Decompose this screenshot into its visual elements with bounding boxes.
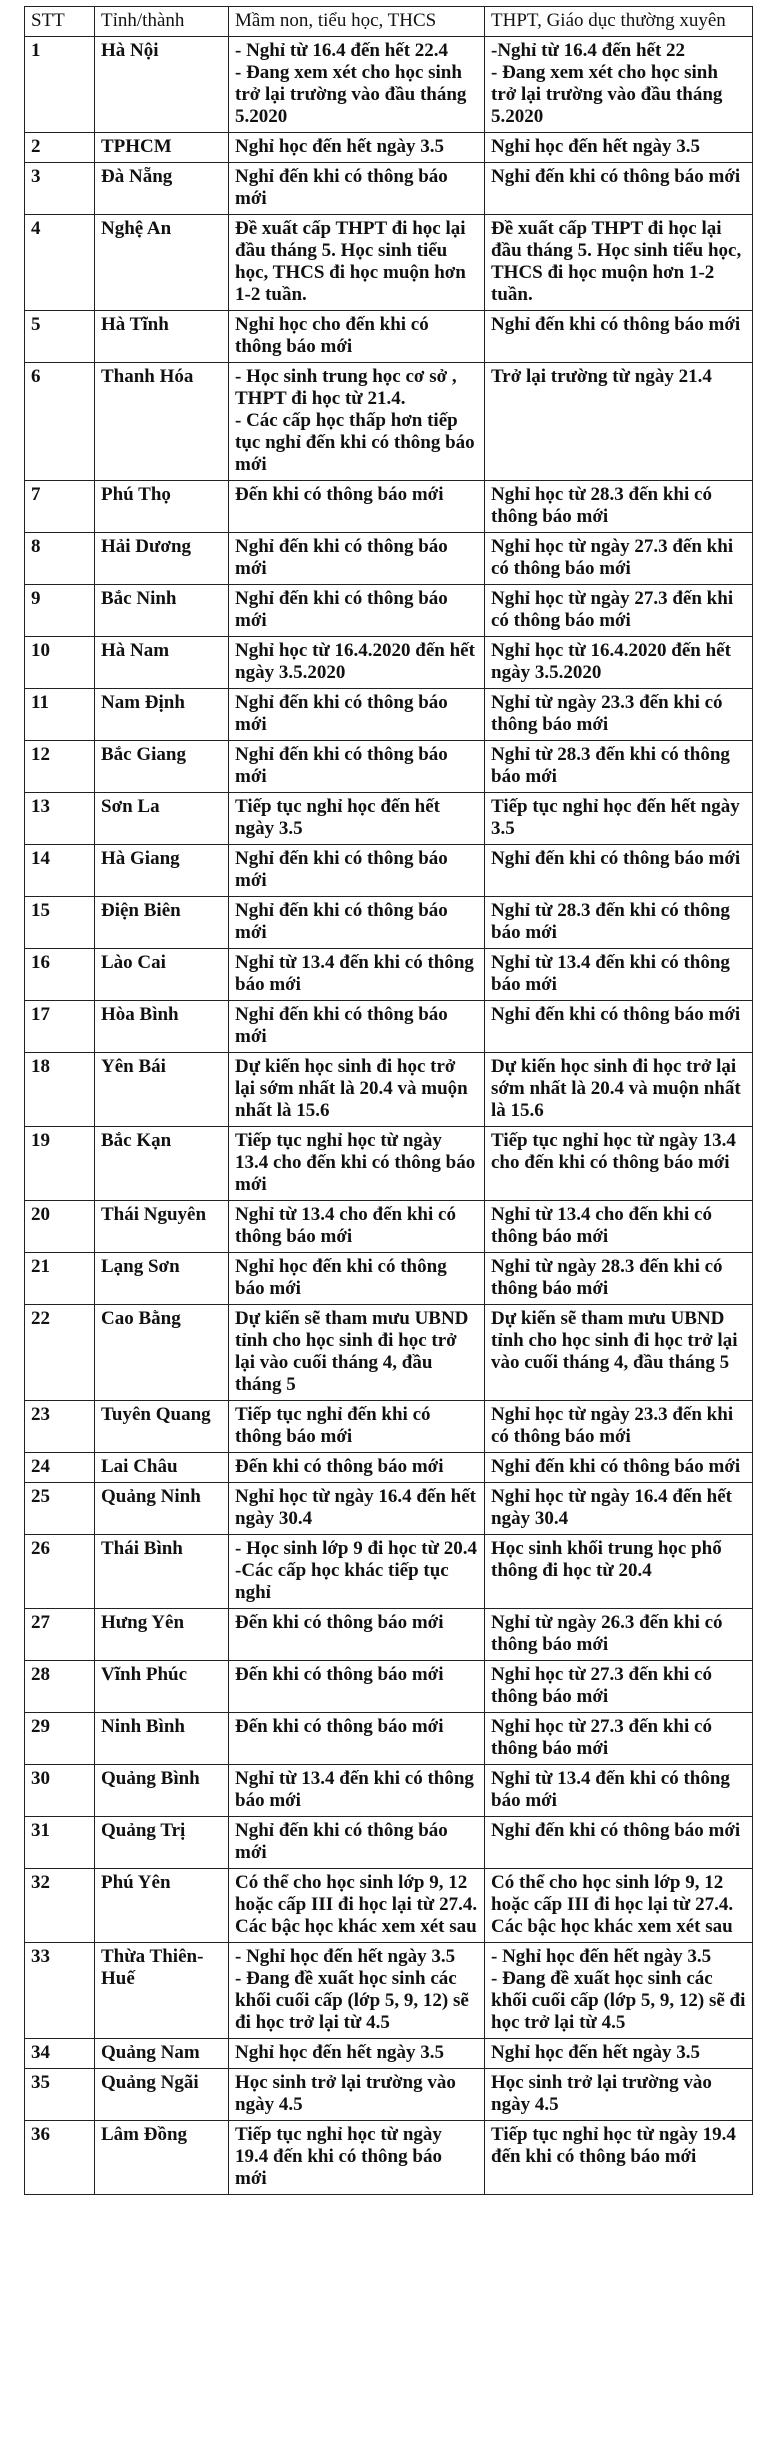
high-school-policy: Nghỉ đến khi có thông báo mới [485,311,753,363]
primary-policy: Nghỉ đến khi có thông báo mới [229,845,485,897]
high-school-policy: Nghỉ học từ 28.3 đến khi có thông báo mới [485,481,753,533]
row-number: 15 [25,897,95,949]
primary-policy: Tiếp tục nghỉ học từ ngày 13.4 cho đến khi có thông báo mới [229,1127,485,1201]
table-row [25,741,753,793]
table-row [25,689,753,741]
table-row [25,533,753,585]
table-row [25,1453,753,1483]
province-name: Lào Cai [95,949,229,1001]
province-name: Thanh Hóa [95,363,229,481]
row-number: 14 [25,845,95,897]
high-school-policy: Nghỉ học từ ngày 27.3 đến khi có thông báo mới [485,533,753,585]
primary-policy: Tiếp tục nghỉ học đến hết ngày 3.5 [229,793,485,845]
high-school-policy: Tiếp tục nghỉ học đến hết ngày 3.5 [485,793,753,845]
table-row [25,1201,753,1253]
province-name: Thừa Thiên-Huế [95,1943,229,2039]
high-school-policy: Đề xuất cấp THPT đi học lại đầu tháng 5. Học sinh tiểu học, THCS đi học muộn hơn 1-2 tuần. [485,215,753,311]
high-school-policy: Nghỉ từ 13.4 đến khi có thông báo mới [485,949,753,1001]
row-number: 2 [25,133,95,163]
table-row [25,1609,753,1661]
province-name: Sơn La [95,793,229,845]
province-name: Lạng Sơn [95,1253,229,1305]
province-name: TPHCM [95,133,229,163]
row-number: 13 [25,793,95,845]
primary-policy: Đến khi có thông báo mới [229,481,485,533]
row-number: 23 [25,1401,95,1453]
province-name: Hà Nội [95,37,229,133]
table-row [25,897,753,949]
high-school-policy: Tiếp tục nghỉ học từ ngày 19.4 đến khi có thông báo mới [485,2121,753,2195]
row-number: 28 [25,1661,95,1713]
table-row [25,637,753,689]
row-number: 6 [25,363,95,481]
row-number: 4 [25,215,95,311]
primary-policy: Có thể cho học sinh lớp 9, 12 hoặc cấp III đi học lại từ 27.4. Các bậc học khác xem xét sau [229,1869,485,1943]
province-name: Quảng Nam [95,2039,229,2069]
high-school-policy: Học sinh trở lại trường vào ngày 4.5 [485,2069,753,2121]
table-row [25,1661,753,1713]
high-school-policy: -Nghỉ từ 16.4 đến hết 22 - Đang xem xét cho học sinh trở lại trường vào đầu tháng 5.2020 [485,37,753,133]
province-name: Hà Tĩnh [95,311,229,363]
table-row [25,1127,753,1201]
province-name: Điện Biên [95,897,229,949]
province-name: Quảng Trị [95,1817,229,1869]
table-row [25,1765,753,1817]
row-number: 17 [25,1001,95,1053]
high-school-policy: Nghỉ từ ngày 23.3 đến khi có thông báo mới [485,689,753,741]
header-province: Tỉnh/thành [95,7,229,37]
high-school-policy: Nghỉ học từ 27.3 đến khi có thông báo mới [485,1661,753,1713]
high-school-policy: Nghỉ học từ ngày 16.4 đến hết ngày 30.4 [485,1483,753,1535]
table-row [25,2121,753,2195]
high-school-policy: Tiếp tục nghỉ học từ ngày 13.4 cho đến khi có thông báo mới [485,1127,753,1201]
high-school-policy: Nghỉ học từ 27.3 đến khi có thông báo mới [485,1713,753,1765]
row-number: 32 [25,1869,95,1943]
row-number: 22 [25,1305,95,1401]
primary-policy: Nghỉ từ 13.4 cho đến khi có thông báo mới [229,1201,485,1253]
row-number: 12 [25,741,95,793]
table-row [25,1869,753,1943]
row-number: 29 [25,1713,95,1765]
primary-policy: Nghỉ đến khi có thông báo mới [229,1817,485,1869]
table-row [25,1483,753,1535]
table-row [25,793,753,845]
table-row [25,363,753,481]
high-school-policy: Dự kiến học sinh đi học trở lại sớm nhất là 20.4 và muộn nhất là 15.6 [485,1053,753,1127]
row-number: 34 [25,2039,95,2069]
primary-policy: Nghỉ từ 13.4 đến khi có thông báo mới [229,1765,485,1817]
primary-policy: Đề xuất cấp THPT đi học lại đầu tháng 5. Học sinh tiểu học, THCS đi học muộn hơn 1-2 tuần. [229,215,485,311]
row-number: 35 [25,2069,95,2121]
high-school-policy: Nghỉ từ ngày 26.3 đến khi có thông báo mới [485,1609,753,1661]
province-name: Phú Yên [95,1869,229,1943]
primary-policy: - Học sinh trung học cơ sở , THPT đi học từ 21.4. - Các cấp học thấp hơn tiếp tục nghỉ đến khi có thông báo mới [229,363,485,481]
primary-policy: Học sinh trở lại trường vào ngày 4.5 [229,2069,485,2121]
row-number: 8 [25,533,95,585]
row-number: 36 [25,2121,95,2195]
high-school-policy: - Nghỉ học đến hết ngày 3.5 - Đang đề xuất học sinh các khối cuối cấp (lớp 5, 9, 12) sẽ đi học trở lại từ 4.5 [485,1943,753,2039]
row-number: 25 [25,1483,95,1535]
table-row [25,1943,753,2039]
primary-policy: Tiếp tục nghỉ học từ ngày 19.4 đến khi có thông báo mới [229,2121,485,2195]
province-name: Thái Nguyên [95,1201,229,1253]
primary-policy: Nghỉ học từ ngày 16.4 đến hết ngày 30.4 [229,1483,485,1535]
table-row [25,2069,753,2121]
primary-policy: Đến khi có thông báo mới [229,1609,485,1661]
table-row [25,1253,753,1305]
row-number: 33 [25,1943,95,2039]
high-school-policy: Nghỉ học từ 16.4.2020 đến hết ngày 3.5.2020 [485,637,753,689]
row-number: 5 [25,311,95,363]
row-number: 27 [25,1609,95,1661]
table-row [25,1713,753,1765]
province-name: Hà Giang [95,845,229,897]
high-school-policy: Nghỉ từ 13.4 cho đến khi có thông báo mới [485,1201,753,1253]
primary-policy: Tiếp tục nghỉ đến khi có thông báo mới [229,1401,485,1453]
province-name: Tuyên Quang [95,1401,229,1453]
primary-policy: Nghỉ đến khi có thông báo mới [229,1001,485,1053]
province-name: Phú Thọ [95,481,229,533]
table-row [25,481,753,533]
header-stt: STT [25,7,95,37]
high-school-policy: Nghỉ đến khi có thông báo mới [485,1001,753,1053]
primary-policy: Nghỉ học cho đến khi có thông báo mới [229,311,485,363]
primary-policy: Dự kiến học sinh đi học trở lại sớm nhất là 20.4 và muộn nhất là 15.6 [229,1053,485,1127]
primary-policy: - Nghỉ học đến hết ngày 3.5 - Đang đề xuất học sinh các khối cuối cấp (lớp 5, 9, 12) sẽ đi học trở lại từ 4.5 [229,1943,485,2039]
table-body [25,37,753,2195]
primary-policy: Nghỉ đến khi có thông báo mới [229,897,485,949]
province-name: Hải Dương [95,533,229,585]
high-school-policy: Nghỉ đến khi có thông báo mới [485,1817,753,1869]
province-name: Ninh Bình [95,1713,229,1765]
province-name: Hà Nam [95,637,229,689]
row-number: 1 [25,37,95,133]
high-school-policy: Nghỉ học đến hết ngày 3.5 [485,133,753,163]
province-name: Quảng Bình [95,1765,229,1817]
primary-policy: Đến khi có thông báo mới [229,1453,485,1483]
primary-policy: Nghỉ từ 13.4 đến khi có thông báo mới [229,949,485,1001]
province-name: Nam Định [95,689,229,741]
header-high-school: THPT, Giáo dục thường xuyên [485,7,753,37]
high-school-policy: Có thể cho học sinh lớp 9, 12 hoặc cấp III đi học lại từ 27.4. Các bậc học khác xem xét sau [485,1869,753,1943]
province-name: Nghệ An [95,215,229,311]
row-number: 20 [25,1201,95,1253]
row-number: 16 [25,949,95,1001]
table-row [25,1401,753,1453]
primary-policy: - Nghỉ từ 16.4 đến hết 22.4 - Đang xem xét cho học sinh trở lại trường vào đầu tháng 5.2020 [229,37,485,133]
primary-policy: Nghỉ học đến hết ngày 3.5 [229,2039,485,2069]
high-school-policy: Nghỉ từ 13.4 đến khi có thông báo mới [485,1765,753,1817]
table-row [25,949,753,1001]
high-school-policy: Trở lại trường từ ngày 21.4 [485,363,753,481]
primary-policy: Nghỉ học từ 16.4.2020 đến hết ngày 3.5.2020 [229,637,485,689]
province-name: Cao Bằng [95,1305,229,1401]
province-name: Bắc Kạn [95,1127,229,1201]
table-row [25,585,753,637]
table-header [25,7,753,37]
header-row [25,7,753,37]
primary-policy: - Học sinh lớp 9 đi học từ 20.4 -Các cấp học khác tiếp tục nghỉ [229,1535,485,1609]
row-number: 3 [25,163,95,215]
table-row [25,2039,753,2069]
high-school-policy: Nghỉ từ 28.3 đến khi có thông báo mới [485,897,753,949]
province-name: Đà Nẵng [95,163,229,215]
province-name: Lâm Đồng [95,2121,229,2195]
table-row [25,1817,753,1869]
row-number: 9 [25,585,95,637]
province-name: Hòa Bình [95,1001,229,1053]
primary-policy: Nghỉ đến khi có thông báo mới [229,741,485,793]
primary-policy: Đến khi có thông báo mới [229,1713,485,1765]
row-number: 7 [25,481,95,533]
high-school-policy: Nghỉ học từ ngày 23.3 đến khi có thông báo mới [485,1401,753,1453]
table-row [25,133,753,163]
table-row [25,163,753,215]
primary-policy: Nghỉ đến khi có thông báo mới [229,585,485,637]
high-school-policy: Học sinh khối trung học phổ thông đi học từ 20.4 [485,1535,753,1609]
high-school-policy: Nghỉ đến khi có thông báo mới [485,163,753,215]
province-name: Bắc Giang [95,741,229,793]
primary-policy: Nghỉ đến khi có thông báo mới [229,163,485,215]
high-school-policy: Nghỉ đến khi có thông báo mới [485,845,753,897]
table-row [25,37,753,133]
province-name: Bắc Ninh [95,585,229,637]
row-number: 26 [25,1535,95,1609]
primary-policy: Nghỉ học đến hết ngày 3.5 [229,133,485,163]
table-row [25,1053,753,1127]
row-number: 18 [25,1053,95,1127]
row-number: 24 [25,1453,95,1483]
table-row [25,311,753,363]
province-name: Quảng Ngãi [95,2069,229,2121]
primary-policy: Dự kiến sẽ tham mưu UBND tỉnh cho học sinh đi học trở lại vào cuối tháng 4, đầu tháng 5 [229,1305,485,1401]
row-number: 21 [25,1253,95,1305]
row-number: 30 [25,1765,95,1817]
province-name: Thái Bình [95,1535,229,1609]
province-name: Lai Châu [95,1453,229,1483]
row-number: 11 [25,689,95,741]
high-school-policy: Nghỉ học từ ngày 27.3 đến khi có thông báo mới [485,585,753,637]
primary-policy: Đến khi có thông báo mới [229,1661,485,1713]
province-name: Hưng Yên [95,1609,229,1661]
table-row [25,845,753,897]
primary-policy: Nghỉ đến khi có thông báo mới [229,689,485,741]
school-closure-table [24,6,753,2195]
table-row [25,1535,753,1609]
table-row [25,215,753,311]
province-name: Yên Bái [95,1053,229,1127]
row-number: 31 [25,1817,95,1869]
primary-policy: Nghỉ đến khi có thông báo mới [229,533,485,585]
high-school-policy: Nghỉ từ ngày 28.3 đến khi có thông báo mới [485,1253,753,1305]
province-name: Vĩnh Phúc [95,1661,229,1713]
primary-policy: Nghỉ học đến khi có thông báo mới [229,1253,485,1305]
high-school-policy: Nghỉ từ 28.3 đến khi có thông báo mới [485,741,753,793]
row-number: 10 [25,637,95,689]
row-number: 19 [25,1127,95,1201]
high-school-policy: Nghỉ đến khi có thông báo mới [485,1453,753,1483]
high-school-policy: Dự kiến sẽ tham mưu UBND tỉnh cho học sinh đi học trở lại vào cuối tháng 4, đầu tháng 5 [485,1305,753,1401]
header-primary: Mầm non, tiểu học, THCS [229,7,485,37]
table-row [25,1001,753,1053]
table-row [25,1305,753,1401]
province-name: Quảng Ninh [95,1483,229,1535]
high-school-policy: Nghỉ học đến hết ngày 3.5 [485,2039,753,2069]
